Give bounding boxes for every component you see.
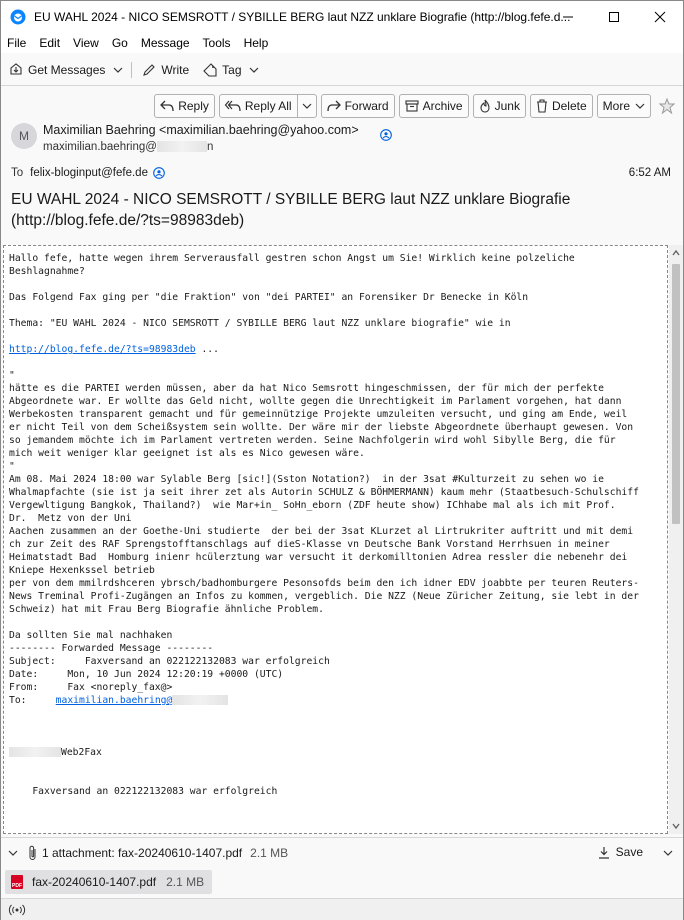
junk-button[interactable] — [473, 94, 526, 118]
body-text-part: Hallo fefe, hatte wegen ihrem Serverausfall gestren schon Angst um Sie! Wirklich keine polzeliche Beshlagnahme? Das Folgend Fax ging per "die Fraktion" von "dei PARTEI" an Forensiker Dr Benecke in Köln Thema: "EU WAHL 2024 - NICO SEMSROTT / SYBILLE BERG laut NZZ unklare biografie" wie in — [9, 253, 575, 329]
reply-label: Reply — [178, 99, 209, 113]
tag-icon — [203, 63, 217, 77]
get-messages-button[interactable] — [9, 63, 105, 77]
sender-secondary-email-text: maximilian.baehring@ — [43, 141, 157, 153]
write-label: Write — [161, 62, 190, 77]
delete-label: Delete — [551, 99, 587, 113]
body-text-part: Web2Fax Faxversand an 022122132083 war erfolgreich — [32, 747, 278, 797]
chevron-down-icon[interactable] — [663, 845, 673, 861]
trash-icon — [536, 99, 548, 113]
junk-label: Junk — [494, 99, 520, 113]
attachment-bar[interactable] — [1, 837, 683, 867]
maximize-button[interactable] — [591, 1, 637, 32]
forwarded-to-link[interactable]: maximilian.baehring@ — [55, 695, 173, 706]
archive-label: Archive — [422, 99, 463, 113]
attachment-file-name: fax-20240610-1407.pdf — [32, 875, 157, 889]
reply-all-split — [219, 94, 317, 118]
message-subject: EU WAHL 2024 - NICO SEMSROTT / SYBILLE BERG laut NZZ unklare Biografie (http://blog.fefe.de/?ts=98983deb) — [11, 191, 571, 229]
get-messages-label: Get Messages — [28, 62, 106, 77]
title-bar — [1, 1, 683, 32]
star-icon[interactable] — [659, 98, 675, 114]
sender-secondary-email — [43, 141, 213, 153]
attachment-summary: 1 attachment: fax-20240610-1407.pdf — [42, 845, 243, 860]
save-attachment-button[interactable] — [598, 845, 643, 859]
to-label: To — [11, 167, 24, 179]
address-book-icon[interactable] — [380, 129, 392, 141]
menu-bar — [1, 32, 683, 53]
window-title: EU WAHL 2024 - NICO SEMSROTT / SYBILLE BERG laut NZZ unklare Biografie (http://blog.fefe.d... — [34, 9, 571, 24]
minimize-icon — [563, 12, 573, 22]
flame-icon — [479, 99, 491, 113]
scrollbar-thumb[interactable] — [672, 264, 680, 524]
body-scrollbar[interactable] — [669, 245, 683, 834]
get-messages-dropdown-icon[interactable] — [113, 67, 123, 73]
reply-all-dropdown[interactable] — [298, 94, 317, 118]
status-bar — [1, 898, 683, 920]
address-book-icon[interactable] — [153, 167, 165, 179]
redaction-blur — [9, 747, 61, 757]
reply-all-icon — [225, 100, 241, 112]
attachment-file-size: 2.1 MB — [166, 875, 205, 889]
paperclip-icon — [28, 845, 38, 861]
chevron-down-icon — [635, 103, 645, 109]
toolbar-divider — [131, 62, 132, 78]
recipient-row — [11, 167, 165, 179]
chevron-down-icon — [302, 103, 312, 109]
attachment-item[interactable] — [5, 870, 212, 894]
sender-secondary-email-tail: n — [206, 141, 214, 153]
message-body-text — [4, 246, 667, 850]
recipient-email[interactable]: felix-bloginput@fefe.de — [30, 167, 148, 179]
close-button[interactable] — [637, 1, 683, 32]
download-icon — [598, 846, 610, 859]
body-text-part: ... " hätte es die PARTEI werden müssen, aber da hat Nico Semsrott hingeschmissen, der für mich der perfekte Abgeordnete war. Er wollte das Geld nicht, wollte gegen die Unrechtigkeit im Parlament vorgehen, hat dann Werbekosten transparent gemacht und für gemeinnützige Projekte umzuleiten versucht, und ging am Ende, weil er nicht Teil von dem Scheißsystem sein wollte. Der wäre mir der liebste Abgeordnete überhaupt gewesen. Von so jemandem möchte ich im Parlament vertreten werden. Seine Nachfolgerin wird wohl Sibylle Berg, die für mich weit weniger klar geeignet ist als es Nico gewesen wäre. " Am 08. Mai 2024 18:00 war Sylable Berg [sic!](Sston Notation?) in der 3sat #Kulturzeit zu sehen wo ie Whalmapfachte (sie ist ja seit ihrer zet als Autorin SCHULZ & BÖHMERMANN) kaum mehr (Staatbesuch-Schulschiff Vergewltigung Bangkok, Thailand?) wie Mar+in_ SoHn_eborn (ZDF heute show) IChhabe mal als ich mit Prof. Dr. Metz von der Uni Aachen zusammen an der Goethe-Uni studierte der bei der 3sat KLurzet al Lirtrukriter auftritt und mit demi ch zur Zeit des RAF Sprengstofftanschlags auf dieS-Klasse vn Deutsche Bank Vorstand Herrhsuen in meiner Heimatstadt Bad Homburg inienr hcülerztung war versucht it derkomilltonien Adrea ressler die nebenehr dei Kniepe Hexenkssel betrieb per von dem mmilrdshceren ybrsch/badhomburgere Pesonsofds beim den ich idner EDV joabbte per teuren Reuters- News Treminal Profi-Zugängen an Infos zu kommen, vergeblich. Die NZZ (Neue Züricher Zeitung, sie lebt in der Schweiz) hat mit Frau Berg Biografie ähnliche Problem. Da sollten Sie mal nachhaken -------- Forwarded Message -------- Subject: Faxversand an 022122132083 war erfolgreich Date: Mon, 10 Jun 2024 12:20:19 +0000 (UTC) From: Fax <noreply_fax@> To: — [9, 344, 639, 706]
reply-button[interactable] — [154, 94, 215, 118]
chevron-down-icon — [249, 67, 259, 73]
menu-go[interactable]: Go — [111, 35, 128, 50]
forward-icon — [327, 100, 341, 112]
close-icon — [655, 12, 665, 22]
maximize-icon — [609, 12, 619, 22]
chevron-down-icon[interactable] — [8, 850, 18, 856]
redaction-blur — [172, 695, 228, 705]
menu-file[interactable]: File — [7, 35, 27, 50]
main-toolbar — [1, 54, 683, 86]
sender-name[interactable]: Maximilian Baehring <maximilian.baehring@yahoo.com> — [43, 123, 359, 137]
reply-all-button[interactable] — [219, 94, 298, 118]
thunderbird-logo-icon — [10, 9, 26, 25]
delete-button[interactable] — [530, 94, 593, 118]
message-time: 6:52 AM — [628, 167, 671, 179]
menu-tools[interactable]: Tools — [202, 35, 231, 50]
redaction-blur — [157, 141, 207, 152]
minimize-button[interactable] — [545, 1, 591, 32]
reply-all-label: Reply All — [244, 99, 292, 113]
save-label: Save — [615, 845, 643, 859]
tag-button[interactable] — [203, 63, 258, 77]
more-label: More — [602, 99, 630, 113]
forward-label: Forward — [344, 99, 389, 113]
pencil-icon — [142, 63, 156, 77]
message-body — [3, 245, 668, 834]
archive-icon — [405, 100, 419, 112]
attachment-summary-size: 2.1 MB — [250, 845, 289, 860]
archive-button[interactable] — [399, 94, 469, 118]
attachment-list — [1, 867, 683, 897]
forward-button[interactable] — [321, 94, 395, 118]
menu-help[interactable]: Help — [243, 35, 269, 50]
menu-message[interactable]: Message — [140, 35, 190, 50]
scroll-down-icon[interactable] — [672, 822, 680, 830]
reply-icon — [160, 100, 174, 112]
more-button[interactable] — [597, 94, 651, 118]
header-action-buttons — [150, 94, 675, 118]
menu-edit[interactable]: Edit — [39, 35, 61, 50]
scroll-up-icon[interactable] — [672, 249, 680, 257]
message-header — [1, 87, 683, 245]
menu-view[interactable]: View — [73, 35, 99, 50]
online-status-icon[interactable] — [9, 904, 25, 916]
pdf-file-icon: PDF — [11, 875, 23, 889]
tag-label: Tag — [222, 62, 242, 77]
sender-avatar: M — [11, 123, 37, 149]
write-button[interactable] — [142, 63, 189, 77]
blog-link[interactable]: http://blog.fefe.de/?ts=98983deb — [9, 344, 196, 355]
download-mail-icon — [9, 63, 23, 77]
